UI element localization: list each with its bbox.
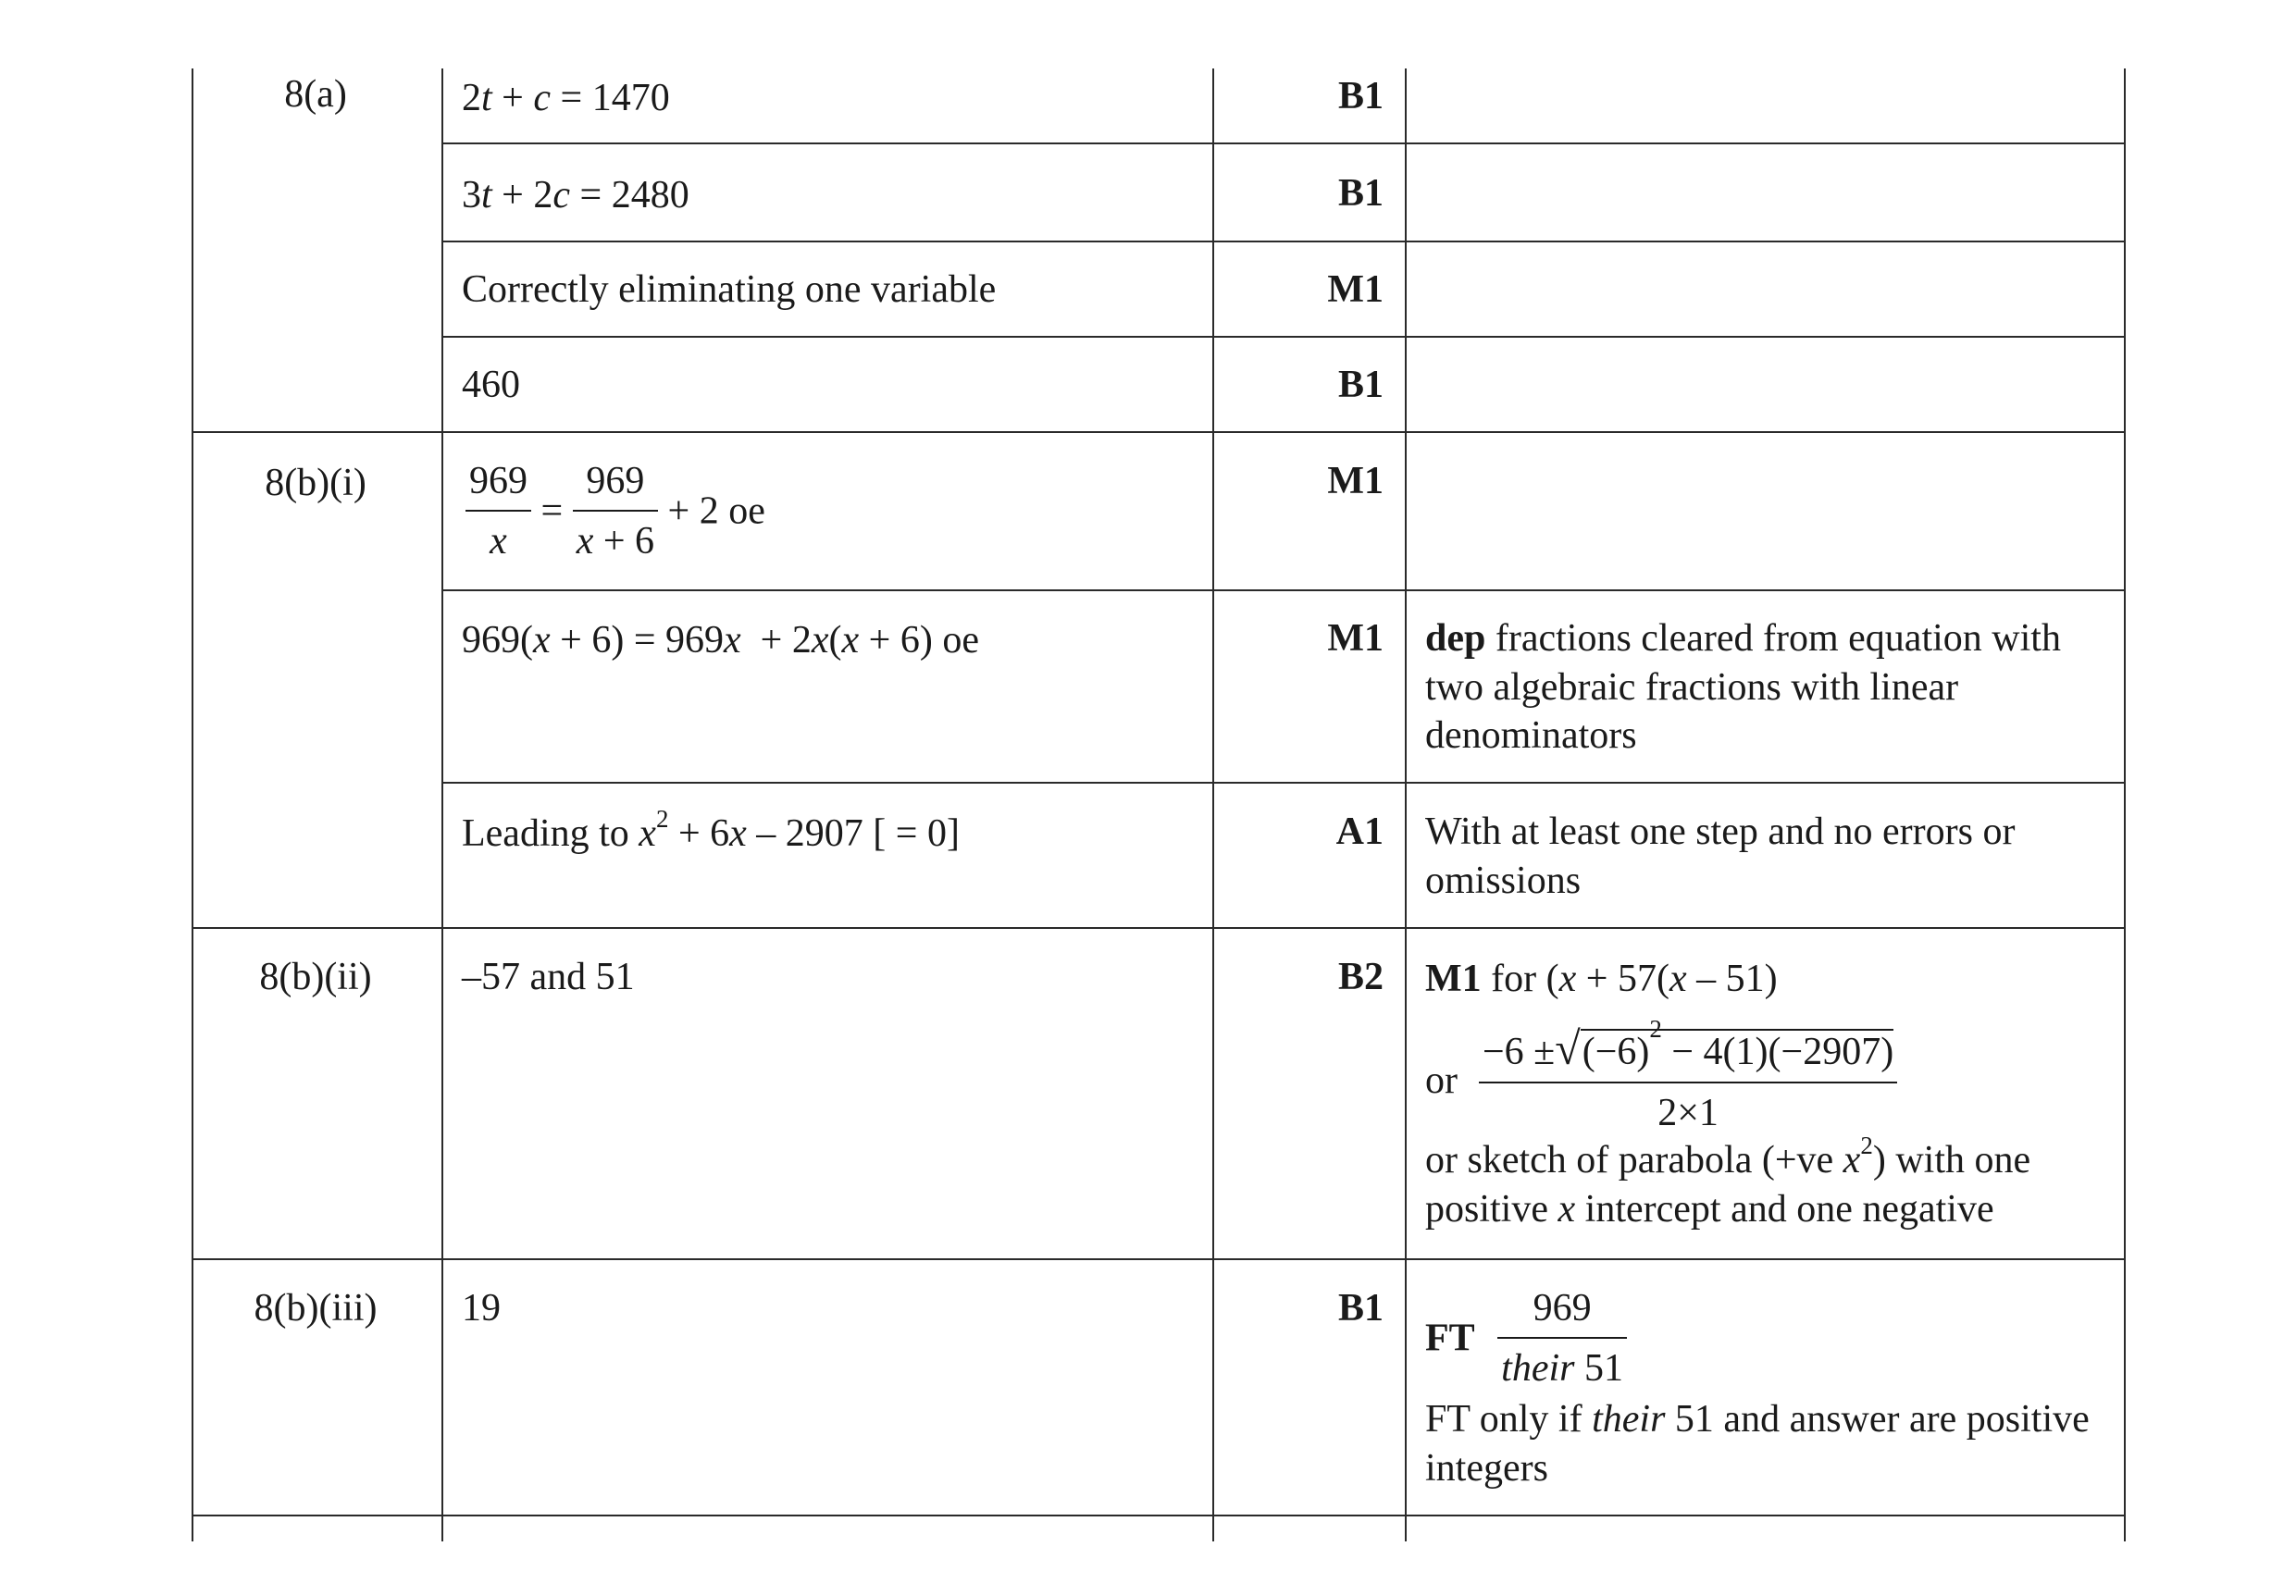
guidance-or: or [1425, 1059, 1458, 1102]
column-divider [1405, 68, 1407, 1541]
mark-code: A1 [1335, 810, 1384, 853]
mark-code: M1 [1327, 460, 1384, 502]
mark-code: M1 [1327, 617, 1384, 660]
row-divider [192, 431, 2126, 433]
row-divider [441, 241, 2126, 242]
answer-cell: 3t + 2c = 2480 [462, 174, 689, 217]
fraction: $\frac{969}{x + 6}$ [573, 457, 658, 565]
row-divider [441, 142, 2126, 144]
column-divider [441, 68, 443, 1541]
mark-code: B1 [1337, 364, 1384, 406]
question-label: 8(a) [284, 73, 347, 116]
row-divider [192, 1258, 2126, 1260]
guidance-cell: or sketch of parabola (+ve $x^2$) with one positive x intercept and one negative [1425, 1132, 2031, 1231]
mark-code: B2 [1337, 956, 1384, 998]
guidance-cell: With at least one step and no errors or omissions [1425, 810, 2016, 902]
mark-code: B1 [1337, 75, 1384, 118]
answer-cell: 969(x + 6) = 969x + 2x(x + 6) oe [462, 619, 979, 662]
column-divider [2124, 68, 2126, 1541]
answer-cell: 460 [462, 364, 520, 406]
quadratic-formula: $\frac{-6 \pm√(-6)^2 - 4(1)(-2907)}{2\times 1}$ [1479, 1020, 1897, 1137]
answer-cell: –57 and 51 [462, 956, 635, 998]
row-divider [192, 1515, 2126, 1516]
answer-cell: 19 [462, 1287, 501, 1330]
mark-code: B1 [1337, 1287, 1384, 1330]
guidance-cell: M1 for (x + 57(x – 51) [1425, 958, 1778, 1000]
row-divider [441, 336, 2126, 338]
answer-cell: Leading to $x^2 + 6x - 2907$ [ = 0] [462, 805, 960, 855]
guidance-cell: FT only if their 51 and answer are positive integers [1425, 1398, 2090, 1490]
guidance-cell: dep fractions cleared from equation with two algebraic fractions with linear denominators [1425, 617, 2061, 757]
question-label: 8(b)(ii) [259, 956, 372, 998]
row-divider [441, 589, 2126, 591]
answer-cell: Correctly eliminating one variable [462, 268, 997, 311]
row-divider [192, 927, 2126, 929]
guidance-cell: FT $\frac{969}{\text{their 51}}$ [1425, 1284, 2115, 1392]
mark-code: M1 [1327, 268, 1384, 311]
fraction: $\frac{969}{x}$ [465, 457, 531, 565]
question-label: 8(b)(i) [265, 462, 366, 504]
answer-cell: 2t + c = 1470 [462, 77, 670, 119]
mark-code: B1 [1337, 172, 1384, 215]
question-label: 8(b)(iii) [254, 1287, 378, 1330]
answer-cell: $\frac{969}{x}$ = $\frac{969}{x + 6}$ + 2 oe [465, 457, 765, 565]
row-divider [441, 782, 2126, 784]
